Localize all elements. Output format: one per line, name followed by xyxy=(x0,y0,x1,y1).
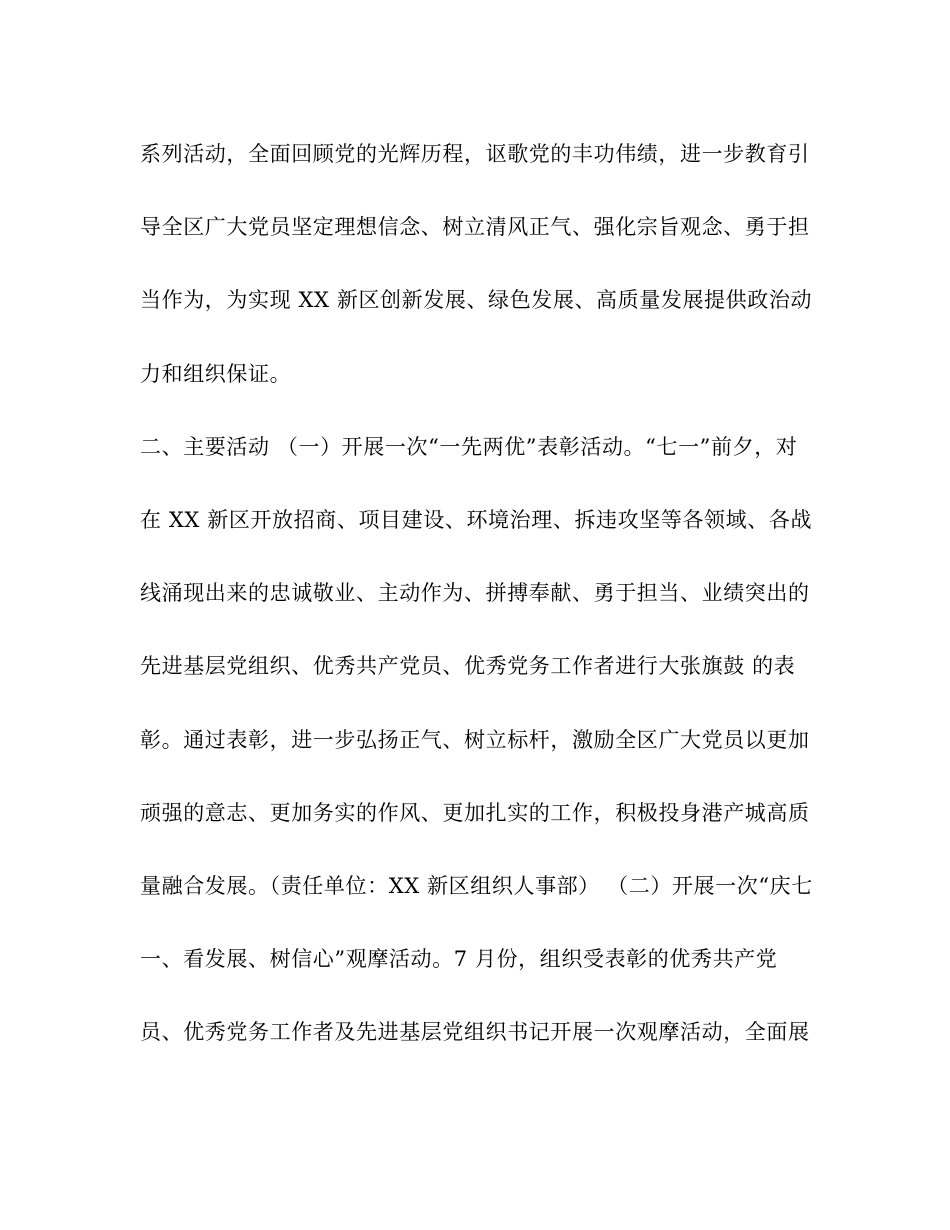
text-line: 量融合发展。（责任单位：XX 新区组织人事部） （二）开展一次“庆七 xyxy=(140,873,813,898)
text-line: 力和组织保证。 xyxy=(140,361,292,386)
text-line: 当作为，为实现 XX 新区创新发展、绿色发展、高质量发展提供政治动 xyxy=(140,288,813,313)
text-line: 在 XX 新区开放招商、项目建设、环境治理、拆违攻坚等各领域、各战 xyxy=(140,507,813,532)
text-line: 员、优秀党务工作者及先进基层党组织书记开展一次观摩活动，全面展 xyxy=(140,1020,810,1045)
text-line: 先进基层党组织、优秀共产党员、优秀党务工作者进行大张旗鼓 的表 xyxy=(140,654,796,679)
text-line: 顽强的意志、更加务实的作风、更加扎实的工作，积极投身港产城高质 xyxy=(140,800,810,825)
text-line: 系列活动，全面回顾党的光辉历程，讴歌党的丰功伟绩，进一步教育引 xyxy=(140,142,810,166)
text-line: 一、看发展、树信心”观摩活动。7 月份，组织受表彰的优秀共产党 xyxy=(140,947,778,972)
text-line: 导全区广大党员坚定理想信念、树立清风正气、强化宗旨观念、勇于担 xyxy=(140,215,810,240)
section-heading-line: 二、主要活动 （一）开展一次“一先两优”表彰活动。“七一”前夕，对 xyxy=(140,434,798,459)
body-text xyxy=(140,134,820,1085)
text-line: 线涌现出来的忠诚敬业、主动作为、拼搏奉献、勇于担当、业绩突出的 xyxy=(140,581,810,606)
text-line: 彰。通过表彰，进一步弘扬正气、树立标杆，激励全区广大党员以更加 xyxy=(140,727,810,752)
